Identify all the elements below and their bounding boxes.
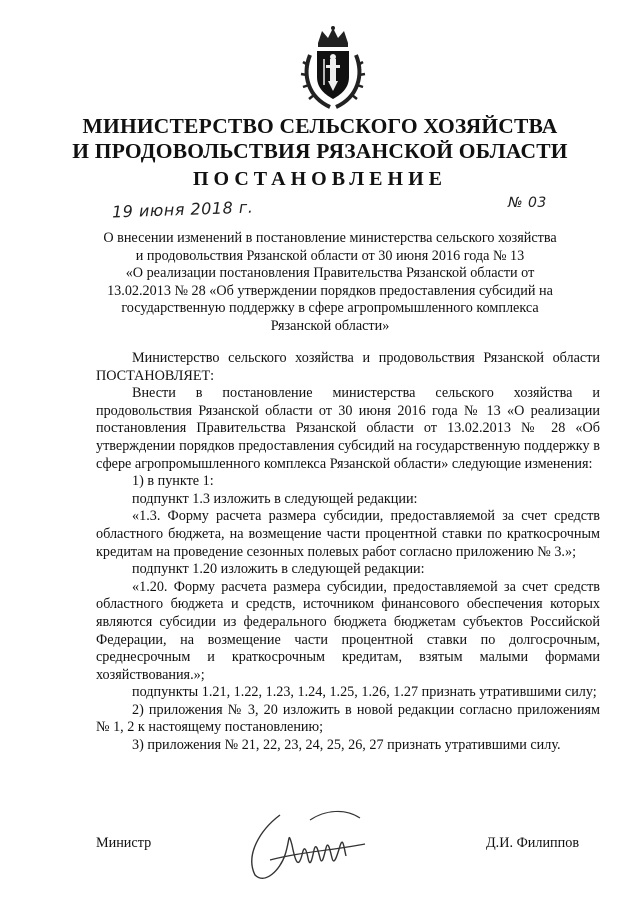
ryazan-coat-of-arms-icon: [300, 25, 366, 111]
document-type: ПОСТАНОВЛЕНИЕ: [193, 168, 447, 190]
document-body: [96, 350, 600, 755]
subject-line: и продовольствия Рязанской области от 30 июня 2016 года № 13: [135, 247, 525, 264]
ministry-title-line1: МИНИСТЕРСТВО СЕЛЬСКОГО ХОЗЯЙСТВА: [82, 114, 558, 138]
signer-name: Д.И. Филиппов: [486, 835, 580, 851]
subject-line: государственную поддержку в сфере агропромышленного комплекса: [121, 300, 539, 316]
subject-line: «О реализации постановления Правительства Рязанской области от: [125, 265, 535, 281]
signer-position: Министр: [96, 835, 152, 851]
body-paragraph: 3) приложения № 21, 22, 23, 24, 25, 26, 27 признать утратившими силу.: [132, 737, 561, 754]
handwritten-date: 19 июня 2018 г.: [111, 197, 254, 222]
handwritten-signature-icon: [240, 800, 380, 885]
body-paragraph: «1.3. Форму расчета размера субсидии, предоставляемой за счет средств областного бюджета, на возмещение части процентной ставки по краткосрочным кредитам на проведение сезонных полевых работ согласно приложению № 3.»;: [96, 508, 600, 560]
body-paragraph: подпункты 1.21, 1.22, 1.23, 1.24, 1.25, 1.26, 1.27 признать утратившими силу;: [132, 684, 597, 701]
subject-line: О внесении изменений в постановление министерства сельского хозяйства: [103, 230, 557, 246]
body-paragraph: Внести в постановление министерства сельского хозяйства и продовольствия Рязанской области от 30 июня 2016 года № 13 «О реализации постановления Правительства Рязанской области от 13.02.2013 № 28 «Об утверждении порядков предоставления субсидий на государственную поддержку в сфере агропромышленного комплекса Рязанской области» следующие изменения:: [96, 385, 600, 472]
subject-line: Рязанской области»: [270, 317, 390, 334]
ministry-title-line2: И ПРОДОВОЛЬСТВИЯ РЯЗАНСКОЙ ОБЛАСТИ: [72, 139, 568, 163]
body-paragraph: подпункт 1.3 изложить в следующей редакции:: [132, 490, 418, 507]
document-subject: [80, 230, 580, 335]
body-paragraph: 1) в пункте 1:: [132, 473, 214, 490]
ministry-title: [60, 114, 580, 164]
body-paragraph: «1.20. Форму расчета размера субсидии, предоставляемой за счет средств областного бюджета и средств, источником финансового обеспечения которых являются субсидии из федерального бюджета бюджетам субъектов Российской Федерации, на возмещение части процентной ставки по долгосрочным, среднесрочным и краткосрочным кредитам, взятым малыми формами хозяйствования.»;: [96, 578, 600, 683]
body-paragraph: Министерство сельского хозяйства и продовольствия Рязанской области ПОСТАНОВЛЯЕТ:: [96, 350, 600, 384]
handwritten-number: № 03: [508, 195, 547, 211]
body-paragraph: подпункт 1.20 изложить в следующей редакции:: [132, 561, 425, 578]
body-paragraph: 2) приложения № 3, 20 изложить в новой редакции согласно приложениям № 1, 2 к настоящему постановлению;: [96, 701, 600, 736]
subject-line: 13.02.2013 № 28 «Об утверждении порядков предоставления субсидий на: [107, 282, 553, 299]
